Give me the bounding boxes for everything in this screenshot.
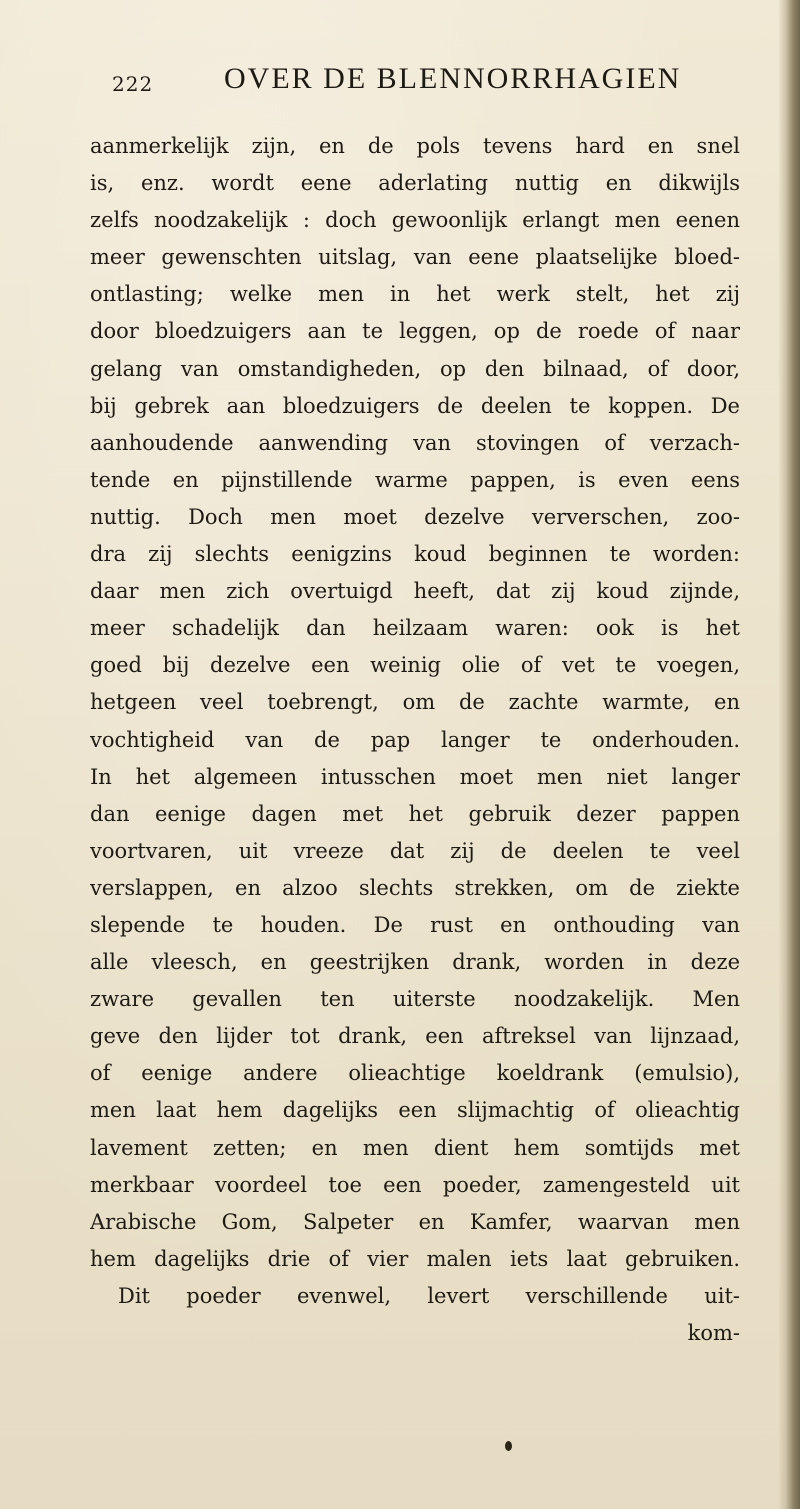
text-line: nuttig. Doch men moet dezelve ververschen, zoo- <box>90 504 740 529</box>
body-text <box>90 128 740 1352</box>
text-line: gelang van omstandigheden, op den bilnaad, of door, <box>90 356 740 381</box>
text-line: verslappen, en alzoo slechts strekken, om de ziekte <box>90 875 740 900</box>
text-line: geve den lijder tot drank, een aftreksel van lijnzaad, <box>90 1024 740 1049</box>
text-line: aanmerkelijk zijn, en de pols tevens hard en snel <box>90 134 740 158</box>
text-line: dra zij slechts eenigzins koud beginnen te worden: <box>90 542 740 567</box>
text-line: In het algemeen intusschen moet men niet langer <box>90 764 740 789</box>
text-line: Arabische Gom, Salpeter en Kamfer, waarvan men <box>90 1209 740 1234</box>
text-line: daar men zich overtuigd heeft, dat zij koud zijnde, <box>90 579 740 604</box>
text-line: vochtigheid van de pap langer te onderhouden. <box>90 727 740 752</box>
text-line: goed bij dezelve een weinig olie of vet te voegen, <box>90 653 740 678</box>
text-line: slepende te houden. De rust en onthouding van <box>90 912 740 937</box>
page-number: 222 <box>112 72 154 96</box>
text-line: ontlasting; welke men in het werk stelt, het zij <box>90 282 740 307</box>
text-line: merkbaar voordeel toe een poeder, zamengesteld uit <box>90 1172 740 1197</box>
running-title: OVER DE BLENNORRHAGIEN <box>224 62 682 95</box>
text-line: is, enz. wordt eene aderlating nuttig en dikwijls <box>90 171 740 196</box>
text-line: meer schadelijk dan heilzaam waren: ook is het <box>90 616 740 641</box>
catchword: kom- <box>687 1321 740 1345</box>
running-head <box>112 62 732 102</box>
text-line: alle vleesch, en geestrijken drank, worden in deze <box>90 950 740 975</box>
ink-spot <box>505 1441 512 1451</box>
text-line: Dit poeder evenwel, levert verschillende uit- <box>118 1283 740 1308</box>
text-line: bij gebrek aan bloedzuigers de deelen te koppen. De <box>90 393 740 418</box>
text-line: zware gevallen ten uiterste noodzakelijk. Men <box>90 987 740 1012</box>
text-line: zelfs noodzakelijk : doch gewoonlijk erlangt men eenen <box>90 208 740 233</box>
text-line: lavement zetten; en men dient hem somtijds met <box>90 1135 740 1160</box>
text-line: of eenige andere olieachtige koeldrank (emulsio), <box>90 1061 740 1086</box>
text-line: voortvaren, uit vreeze dat zij de deelen te veel <box>90 838 740 863</box>
text-line: dan eenige dagen met het gebruik dezer pappen <box>90 801 740 826</box>
text-line: men laat hem dagelijks een slijmachtig of olieachtig <box>90 1098 740 1123</box>
text-line: aanhoudende aanwending van stovingen of verzach- <box>90 430 740 455</box>
text-line: hem dagelijks drie of vier malen iets laat gebruiken. <box>90 1246 740 1271</box>
text-line: hetgeen veel toebrengt, om de zachte warmte, en <box>90 690 740 715</box>
text-line: tende en pijnstillende warme pappen, is even eens <box>90 467 740 492</box>
text-line: meer gewenschten uitslag, van eene plaatselijke bloed- <box>90 245 740 270</box>
text-line: door bloedzuigers aan te leggen, op de roede of naar <box>90 319 740 344</box>
page-edge-shadow <box>778 0 800 1509</box>
